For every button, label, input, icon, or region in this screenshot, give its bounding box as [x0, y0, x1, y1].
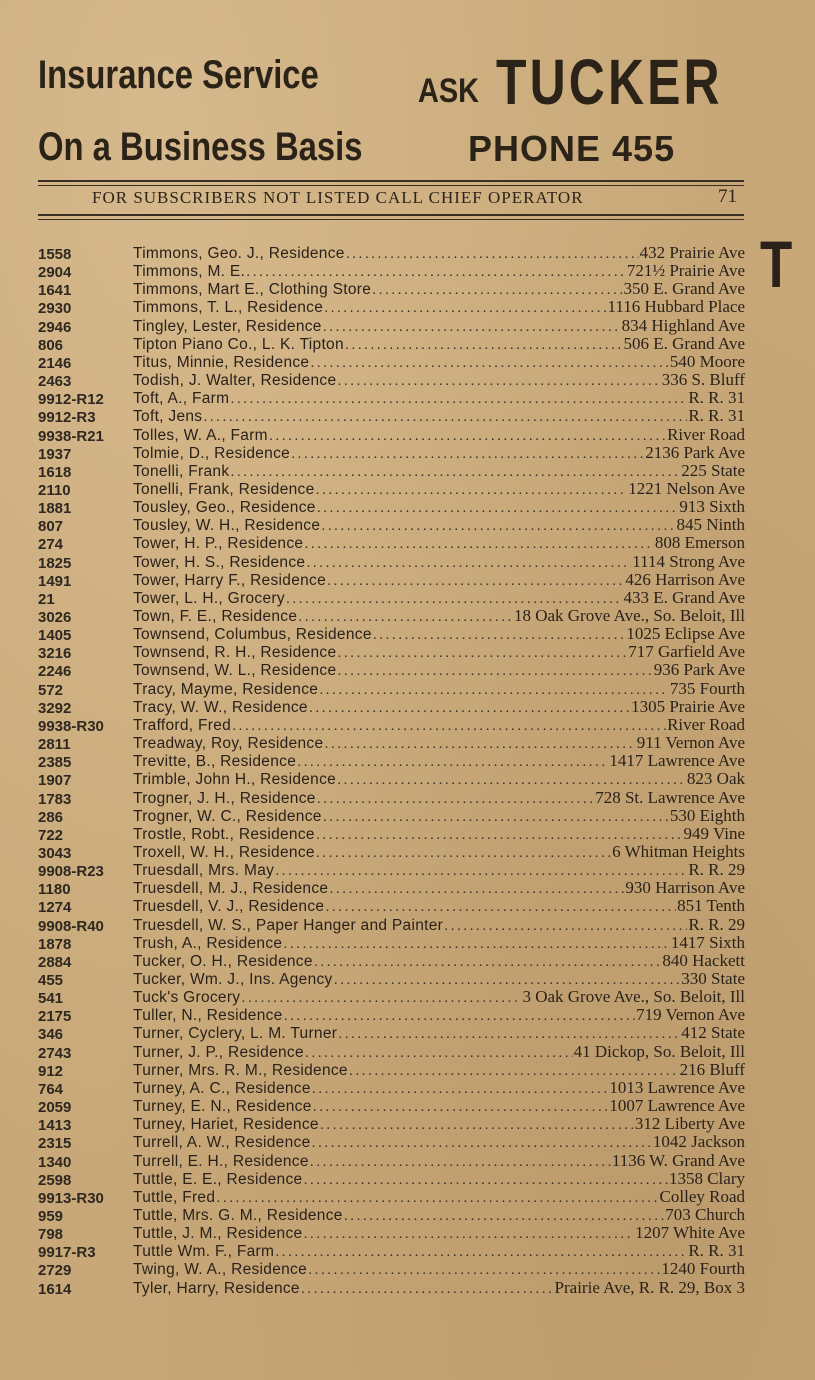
directory-entry	[0, 296, 815, 318]
subscriber-name: Tuttle, J. M., Residence	[133, 1225, 303, 1243]
subscriber-name: Tuller, N., Residence	[133, 1007, 283, 1025]
phone-number: 2884	[38, 953, 72, 971]
phone-number: 1907	[38, 772, 72, 790]
phone-number: 1340	[38, 1153, 72, 1171]
directory-entry	[0, 496, 815, 518]
directory-entry	[0, 460, 815, 481]
directory-entry	[0, 1095, 815, 1117]
subscriber-name: Turrell, A. W., Residence	[133, 1134, 311, 1152]
phone-number: 1878	[38, 935, 72, 953]
directory-entry	[0, 260, 815, 282]
phone-number: 9908-R40	[38, 917, 104, 935]
subscriber-address: 1221 Nelson Ave	[628, 478, 745, 498]
phone-number: 2246	[38, 663, 72, 681]
subscriber-address: 936 Park Ave	[653, 660, 745, 680]
subscriber-address: 1417 Sixth	[670, 932, 745, 952]
directory-entry	[0, 1222, 815, 1244]
directory-entry	[0, 387, 815, 409]
phone-number: 2729	[38, 1262, 72, 1280]
subscriber-address: 1136 W. Grand Ave	[611, 1150, 745, 1170]
directory-entry	[0, 986, 815, 1008]
subscriber-address: 540 Moore	[669, 351, 745, 371]
directory-entry	[0, 278, 815, 300]
phone-number: 9938-R21	[38, 427, 104, 445]
subscriber-address: 823 Oak	[686, 769, 745, 789]
subscriber-address: 851 Tenth	[677, 896, 745, 916]
subscriber-address: 1007 Lawrence Ave	[609, 1096, 745, 1116]
subscriber-name: Treadway, Roy, Residence	[133, 735, 324, 753]
page-number: 71	[718, 186, 737, 207]
subscriber-name: Trevitte, B., Residence	[133, 753, 297, 771]
directory-entry	[0, 569, 815, 590]
phone-number: 912	[38, 1062, 64, 1080]
subscriber-name: Truesdell, M. J., Residence	[133, 880, 329, 898]
divider	[38, 219, 744, 220]
subscriber-address: River Road	[667, 424, 745, 444]
subscriber-address: 834 Highland Ave	[621, 315, 745, 335]
subscriber-address: 1042 Jackson	[652, 1132, 745, 1152]
phone-number: 1618	[38, 463, 72, 481]
subscriber-address: 1207 White Ave	[635, 1223, 745, 1243]
subscriber-address: 433 E. Grand Ave	[623, 587, 745, 607]
subscriber-address: 18 Oak Grove Ave., So. Beloit, Ill	[513, 606, 745, 625]
subscriber-name: Turney, Hariet, Residence	[133, 1116, 319, 1134]
subscriber-name: Toft, Jens	[133, 408, 203, 426]
subscriber-address: 913 Sixth	[679, 497, 745, 517]
subscriber-address: 721½ Prairie Ave	[626, 261, 745, 281]
phone-number: 798	[38, 1226, 64, 1244]
subscriber-address: 1240 Fourth	[661, 1259, 745, 1279]
phone-number: 9913-R30	[38, 1189, 104, 1207]
operator-notice: FOR SUBSCRIBERS NOT LISTED CALL CHIEF OPERATOR	[92, 188, 584, 207]
phone-number: 2598	[38, 1171, 72, 1189]
directory-entry	[0, 950, 815, 971]
subscriber-name: Turner, Cyclery, L. M. Turner	[133, 1025, 338, 1043]
phone-number: 346	[38, 1026, 64, 1044]
phone-number: 2811	[38, 736, 71, 754]
ad-headline: Insurance Service	[38, 53, 319, 97]
subscriber-name: Tonelli, Frank, Residence	[133, 480, 315, 498]
subscriber-name: Tousley, Geo., Residence	[133, 499, 316, 517]
subscriber-address: 728 St. Lawrence Ave	[595, 787, 745, 807]
subscriber-address: 41 Dickop, So. Beloit, Ill	[573, 1041, 745, 1061]
phone-number: 1413	[38, 1117, 72, 1135]
subscriber-address: 530 Eighth	[669, 805, 745, 825]
directory-entry	[0, 768, 815, 790]
directory-entry	[0, 587, 815, 608]
phone-number: 2385	[38, 754, 72, 772]
subscriber-address: R. R. 31	[688, 388, 745, 408]
directory-entry	[0, 1204, 815, 1225]
subscriber-name: Tipton Piano Co., L. K. Tipton	[133, 335, 344, 353]
directory-entry	[0, 369, 815, 391]
phone-number: 2146	[38, 354, 72, 372]
subscriber-name: Tingley, Lester, Residence	[133, 317, 322, 335]
subscriber-name: Tuttle, E. E., Residence	[133, 1170, 303, 1188]
directory-entry	[0, 1077, 815, 1098]
subscriber-name: Tolmie, D., Residence	[133, 444, 291, 462]
phone-number: 1783	[38, 790, 72, 808]
directory-entry	[0, 1277, 815, 1298]
divider	[38, 214, 744, 216]
subscriber-name: Tyler, Harry, Residence	[133, 1279, 300, 1297]
phone-number: 9917-R3	[38, 1244, 96, 1262]
subscriber-name: Toft, A., Farm	[133, 390, 230, 408]
phone-number: 1641	[38, 282, 72, 300]
phone-number: 9912-R3	[38, 409, 96, 427]
entry-text	[133, 1278, 745, 1298]
subscriber-name: Turney, A. C., Residence	[133, 1079, 311, 1097]
subscriber-name: Tousley, W. H., Residence	[133, 517, 321, 535]
phone-number: 541	[38, 990, 64, 1008]
subscriber-name: Townsend, R. H., Residence	[133, 644, 337, 662]
subscriber-name: Trogner, J. H., Residence	[133, 789, 316, 807]
directory-entry	[0, 732, 815, 754]
phone-number: 2110	[38, 481, 71, 499]
directory-entry	[0, 1059, 815, 1080]
directory-entry	[0, 1168, 815, 1189]
subscriber-name: Tuttle Wm. F., Farm	[133, 1243, 275, 1261]
subscriber-address: 350 E. Grand Ave	[623, 279, 745, 299]
phone-number: 1274	[38, 899, 72, 917]
subscriber-name: Trafford, Fred	[133, 716, 232, 734]
subscriber-name: Tucker, Wm. J., Ins. Agency	[133, 971, 333, 988]
subscriber-address: 1305 Prairie Ave	[631, 696, 745, 716]
directory-entry	[0, 914, 815, 935]
directory-entry	[0, 333, 815, 354]
subscriber-address: 3 Oak Grove Ave., So. Beloit, Ill	[522, 987, 745, 1007]
subscriber-name: Tower, H. P., Residence	[133, 535, 304, 553]
subscriber-name: Timmons, M. E.	[133, 263, 246, 281]
directory-entry	[0, 877, 815, 899]
phone-number: 806	[38, 336, 64, 354]
phone-number: 807	[38, 518, 64, 536]
subscriber-address: 930 Harrison Ave	[625, 878, 745, 898]
phone-number: 572	[38, 681, 64, 699]
subscriber-address: 808 Emerson	[654, 533, 745, 553]
directory-entry	[0, 1258, 815, 1280]
dot-leader	[301, 1280, 554, 1297]
subscriber-name: Turner, J. P., Residence	[133, 1043, 304, 1061]
subscriber-address: 336 S. Bluff	[661, 370, 745, 390]
subscriber-address: 1116 Hubbard Place	[607, 297, 745, 317]
subscriber-name: Truesdall, Mrs. May	[133, 862, 275, 880]
ad-name: TUCKER	[496, 46, 723, 118]
directory-entry	[0, 1004, 815, 1026]
phone-number: 3292	[38, 699, 72, 717]
directory-entry	[0, 623, 815, 645]
phone-number: 1558	[38, 246, 72, 263]
subscriber-address: 719 Vernon Ave	[636, 1005, 745, 1025]
subscriber-address: 412 State	[681, 1023, 745, 1043]
subscriber-name: Timmons, T. L., Residence	[133, 299, 324, 317]
directory-entry	[0, 424, 815, 445]
subscriber-address: R. R. 29	[688, 914, 745, 934]
directory-entry	[0, 932, 815, 953]
phone-number: 1881	[38, 500, 72, 518]
subscriber-name: Townsend, Columbus, Residence	[133, 626, 372, 644]
subscriber-name: Trostle, Robt., Residence	[133, 825, 315, 843]
subscriber-name: Turney, E. N., Residence	[133, 1098, 312, 1116]
phone-number: 1937	[38, 445, 72, 463]
subscriber-address: 845 Ninth	[676, 515, 745, 535]
phone-number: 2743	[38, 1044, 72, 1062]
subscriber-address: 225 State	[681, 460, 745, 480]
subscriber-name: Twing, W. A., Residence	[133, 1261, 308, 1279]
directory-entry	[0, 1041, 815, 1062]
phone-number: 722	[38, 826, 64, 844]
phone-number: 764	[38, 1080, 64, 1098]
subscriber-address: 949 Vine	[683, 823, 745, 843]
directory-entry	[0, 895, 815, 917]
phone-number: 1825	[38, 554, 72, 572]
phone-number: 1491	[38, 572, 72, 590]
subscriber-address: 426 Harrison Ave	[625, 569, 745, 589]
subscriber-address: 717 Garfield Ave	[628, 642, 745, 662]
subscriber-address: Colley Road	[659, 1186, 745, 1206]
directory-entry	[0, 678, 815, 699]
subscriber-name: Trush, A., Residence	[133, 934, 283, 952]
directory-entry	[0, 442, 815, 463]
subscriber-name: Tower, L. H., Grocery	[133, 589, 285, 607]
subscriber-address: 330 State	[681, 969, 745, 988]
phone-number: 2946	[38, 318, 72, 336]
phone-number: 959	[38, 1207, 64, 1225]
directory-entry	[0, 841, 815, 862]
subscriber-name: Townsend, W. L., Residence	[133, 662, 337, 680]
subscriber-name: Tonelli, Frank	[133, 462, 230, 480]
subscriber-name: Timmons, Geo. J., Residence	[133, 245, 345, 262]
directory-entry	[0, 242, 815, 263]
ad-phone: PHONE 455	[468, 128, 676, 169]
subscriber-address: 506 E. Grand Ave	[623, 333, 745, 353]
subscriber-name: Titus, Minnie, Residence	[133, 353, 310, 371]
subscriber-address: 1025 Eclipse Ave	[626, 624, 745, 644]
phone-number: 2904	[38, 264, 72, 282]
phone-number: 2930	[38, 300, 72, 318]
directory-entry	[0, 405, 815, 427]
directory-entry	[0, 968, 815, 989]
directory-entry	[0, 351, 815, 372]
subscriber-name: Todish, J. Walter, Residence	[133, 372, 337, 390]
ad-ask: ASK	[418, 72, 480, 110]
subscriber-name: Town, F. E., Residence	[133, 608, 298, 625]
phone-number: 2175	[38, 1008, 72, 1026]
directory-entry	[0, 1113, 815, 1135]
subscriber-name: Turner, Mrs. R. M., Residence	[133, 1061, 348, 1079]
subscriber-name: Trogner, W. C., Residence	[133, 807, 322, 825]
directory-entry	[0, 315, 815, 336]
phone-number: 455	[38, 972, 64, 989]
directory-entry	[0, 823, 815, 844]
section-letter-tab: T	[760, 227, 793, 301]
directory-entry	[0, 1022, 815, 1044]
subscriber-address: 1013 Lawrence Ave	[609, 1077, 745, 1097]
subscriber-name: Tolles, W. A., Farm	[133, 426, 268, 444]
phone-number: 9912-R12	[38, 391, 104, 409]
subscriber-address: 6 Whitman Heights	[612, 841, 745, 861]
directory-entry	[0, 750, 815, 772]
subscriber-name: Truesdell, V. J., Residence	[133, 898, 325, 916]
directory-entry	[0, 787, 815, 808]
directory-entry	[0, 805, 815, 826]
directory-entry	[0, 1186, 815, 1207]
subscriber-address: R. R. 31	[688, 1241, 745, 1261]
subscriber-name: Tuttle, Mrs. G. M., Residence	[133, 1206, 343, 1224]
directory-entry	[0, 605, 815, 626]
subscriber-name: Tower, H. S., Residence	[133, 553, 306, 571]
directory-entry	[0, 641, 815, 663]
ad-subheadline: On a Business Basis	[38, 125, 363, 169]
subscriber-address: 911 Vernon Ave	[636, 733, 745, 753]
subscriber-address: 703 Church	[665, 1204, 745, 1224]
directory-entry	[0, 478, 815, 499]
phone-number: 1180	[38, 881, 71, 899]
subscriber-name: Tucker, O. H., Residence	[133, 952, 313, 970]
subscriber-address: 1358 Clary	[668, 1168, 745, 1188]
phone-number: 3026	[38, 609, 72, 626]
subscriber-name: Turrell, E. H., Residence	[133, 1152, 309, 1170]
phone-number: 3043	[38, 844, 72, 862]
subscriber-name: Timmons, Mart E., Clothing Store	[133, 281, 372, 299]
divider	[38, 185, 744, 186]
subscriber-address: 2136 Park Ave	[645, 442, 745, 462]
directory-entry	[0, 1131, 815, 1153]
directory-entry	[0, 859, 815, 881]
phone-number: 2059	[38, 1099, 72, 1117]
subscriber-address: 735 Fourth	[669, 678, 745, 698]
subscriber-name: Tracy, W. W., Residence	[133, 698, 308, 716]
subscriber-name: Troxell, W. H., Residence	[133, 843, 315, 861]
phone-number: 2463	[38, 373, 72, 391]
directory-entry	[0, 714, 815, 735]
subscriber-address: 216 Bluff	[679, 1059, 745, 1079]
phone-number: 1614	[38, 1280, 72, 1298]
phone-number: 1405	[38, 627, 72, 645]
subscriber-address: R. R. 29	[688, 860, 745, 880]
phone-number: 274	[38, 536, 64, 554]
phone-number: 9938-R30	[38, 717, 104, 735]
directory-entry	[0, 696, 815, 717]
directory-entry	[0, 532, 815, 554]
subscriber-address: 312 Liberty Ave	[634, 1114, 745, 1134]
subscriber-name: Tower, Harry F., Residence	[133, 571, 327, 589]
phone-number: 286	[38, 808, 64, 826]
phone-number: 9908-R23	[38, 863, 104, 881]
directory-entry	[0, 1150, 815, 1171]
directory-entry	[0, 1240, 815, 1262]
directory-entry	[0, 514, 815, 536]
phone-number: 21	[38, 590, 55, 608]
subscriber-name: Tracy, Mayme, Residence	[133, 680, 319, 698]
divider	[38, 180, 744, 182]
directory-entry	[0, 659, 815, 681]
subscriber-address: 840 Hackett	[662, 950, 745, 970]
subscriber-address: 1417 Lawrence Ave	[609, 751, 745, 771]
subscriber-address: 1114 Strong Ave	[632, 551, 745, 571]
directory-entry	[0, 551, 815, 572]
subscriber-name: Truesdell, W. S., Paper Hanger and Painter	[133, 916, 444, 934]
subscriber-address: River Road	[667, 714, 745, 734]
subscriber-name: Tuttle, Fred	[133, 1188, 216, 1206]
phone-number: 2315	[38, 1135, 72, 1153]
subscriber-name: Tuck's Grocery	[133, 989, 241, 1007]
subscriber-address: R. R. 31	[688, 406, 745, 426]
subscriber-address: 432 Prairie Ave	[639, 243, 745, 262]
subscriber-address: Prairie Ave, R. R. 29, Box 3	[554, 1277, 745, 1297]
subscriber-name: Trimble, John H., Residence	[133, 771, 337, 789]
phone-number: 3216	[38, 645, 72, 663]
